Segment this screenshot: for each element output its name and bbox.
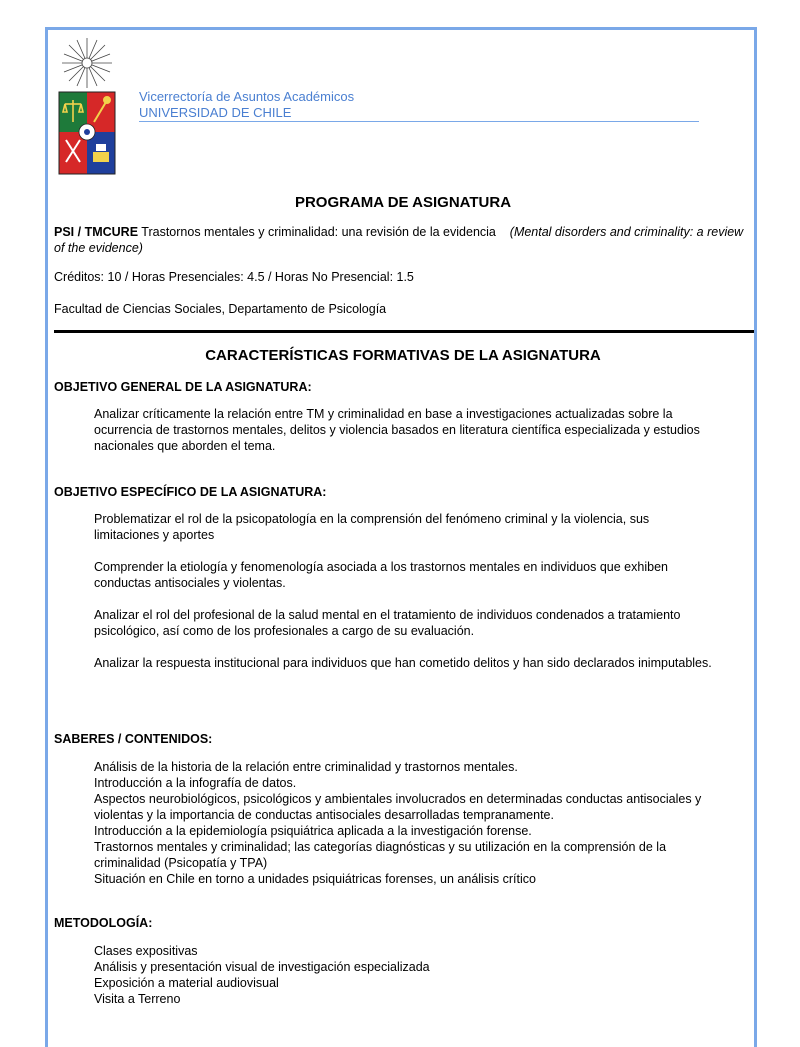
saberes-item: Situación en Chile en torno a unidades psiquiátricas forenses, un análisis crítico <box>94 872 536 886</box>
course-english-name: (Mental disorders and criminality: a review of the evidence) <box>54 225 744 255</box>
saberes-list <box>94 759 714 887</box>
saberes-heading: SABERES / CONTENIDOS: <box>54 732 213 746</box>
objetivo-general-text <box>94 406 714 470</box>
characteristics-title: CARACTERÍSTICAS FORMATIVAS DE LA ASIGNATURA <box>205 347 601 364</box>
objetivo-especifico-item: Analizar el rol del profesional de la salud mental en el tratamiento de individuos condenados a tratamiento psicológico, así como de los profesionales a cargo de su evaluación. <box>94 608 681 638</box>
saberes-item: Introducción a la infografía de datos. <box>94 776 297 790</box>
metodologia-item: Exposición a material audiovisual <box>94 976 279 990</box>
credits-line: Créditos: 10 / Horas Presenciales: 4.5 / Horas No Presencial: 1.5 <box>54 270 414 284</box>
metodologia-item: Clases expositivas <box>94 944 198 958</box>
section-divider <box>54 330 754 333</box>
metodologia-item: Análisis y presentación visual de investigación especializada <box>94 960 430 974</box>
metodologia-heading: METODOLOGÍA: <box>54 916 153 930</box>
saberes-item: Aspectos neurobiológicos, psicológicos y ambientales involucrados en determinadas conductas antisociales y violentas y la importancia de conductas antisociales desarrolladas tempranamente. <box>94 792 702 822</box>
university-shield-icon <box>58 36 116 176</box>
metodologia-list <box>94 943 714 1007</box>
objetivo-especifico-heading: OBJETIVO ESPECÍFICO DE LA ASIGNATURA: <box>54 485 327 499</box>
objetivo-general-heading: OBJETIVO GENERAL DE LA ASIGNATURA: <box>54 380 312 394</box>
objetivo-especifico-item: Comprender la etiología y fenomenología asociada a los trastornos mentales en individuos que exhiben conductas antisociales y violentas. <box>94 560 668 590</box>
universidad-text: UNIVERSIDAD DE CHILE <box>139 105 292 120</box>
objetivo-especifico-item: Problematizar el rol de la psicopatología en la comprensión del fenómeno criminal y la violencia, sus limitaciones y aportes <box>94 512 650 542</box>
course-code: PSI / TMCURE <box>54 225 139 239</box>
saberes-item: Trastornos mentales y criminalidad; las categorías diagnósticas y su utilización en la comprensión de la criminalidad (Psicopatía y TPA) <box>94 840 667 870</box>
saberes-item: Análisis de la historia de la relación entre criminalidad y trastornos mentales. <box>94 760 518 774</box>
course-name: Trastornos mentales y criminalidad: una revisión de la evidencia <box>141 225 496 239</box>
objetivo-especifico-list <box>94 511 714 687</box>
objetivo-general-paragraph: Analizar críticamente la relación entre TM y criminalidad en base a investigaciones actualizadas sobre la ocurrencia de trastornos mentales, delitos y violencia basados en literatura científica especializada y estudios nacionales que aborden el tema. <box>94 407 700 453</box>
vicerrectoria-text: Vicerrectoría de Asuntos Académicos <box>139 89 355 104</box>
header-divider <box>139 121 699 122</box>
course-line <box>54 224 744 256</box>
metodologia-item: Visita a Terreno <box>94 992 181 1006</box>
institution-header <box>139 89 699 121</box>
faculty-line: Facultad de Ciencias Sociales, Departamento de Psicología <box>54 302 387 316</box>
objetivo-especifico-item: Analizar la respuesta institucional para individuos que han cometido delitos y han sido declarados inimputables. <box>94 656 712 670</box>
saberes-item: Introducción a la epidemiología psiquiátrica aplicada a la investigación forense. <box>94 824 532 838</box>
program-title: PROGRAMA DE ASIGNATURA <box>294 194 512 211</box>
